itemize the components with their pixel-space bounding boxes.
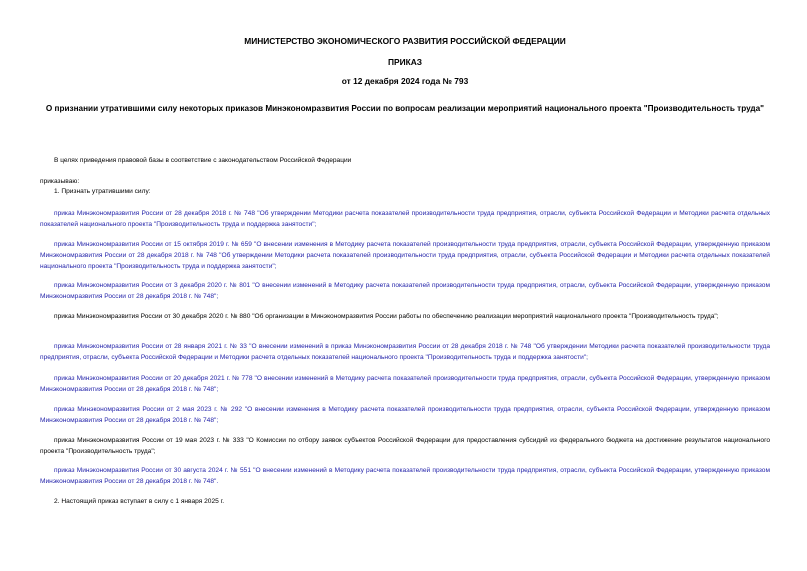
document-title: О признании утратившими силу некоторых приказов Минэкономразвития России по вопросам реализации мероприятий национального проекта "Производительность труда" xyxy=(45,104,765,113)
order-word: приказываю: xyxy=(40,178,80,185)
preamble-paragraph: В целях приведения правовой базы в соответствие с законодательством Российской Федерации xyxy=(54,157,352,164)
order-333-paragraph: приказ Минэкономразвития России от 19 мая 2023 г. № 333 "О Комиссии по отбору заявок субъектов Российской Федерации для предоставления субсидий из федерального бюджета на достижение результатов национального проекта "Производительность труда"; xyxy=(40,437,770,455)
order-link-33[interactable]: приказ Минэкономразвития России от 28 января 2021 г. № 33 "О внесении изменений в приказ Минэкономразвития России от 28 декабря 2018 г. № 748 "Об утверждении Методики расчета показателей производительности труда предприятия, отрасли, субъекта Российской Федерации и Методики расчета отдельных показателей национального проекта "Производительность труда и поддержка занятости"; xyxy=(40,343,770,361)
ministry-heading: МИНИСТЕРСТВО ЭКОНОМИЧЕСКОГО РАЗВИТИЯ РОССИЙСКОЙ ФЕДЕРАЦИИ xyxy=(244,36,566,46)
order-link-801[interactable]: приказ Минэкономразвития России от 3 декабря 2020 г. № 801 "О внесении изменений в Методику расчета показателей производительности труда предприятия, отрасли, субъекта Российской Федерации, утвержденную приказом Минэкономразвития России от 28 декабря 2018 г. № 748"; xyxy=(40,282,770,300)
order-link-551[interactable]: приказ Минэкономразвития России от 30 августа 2024 г. № 551 "О внесении изменений в Методику расчета показателей производительности труда предприятия, отрасли, субъекта Российской Федерации, утвержденную приказом Минэкономразвития России от 28 декабря 2018 г. № 748". xyxy=(40,467,770,485)
item-1-paragraph: 1. Признать утратившими силу: xyxy=(54,188,151,195)
order-link-748[interactable]: приказ Минэкономразвития России от 28 декабря 2018 г. № 748 "Об утверждении Методики расчета показателей производительности труда предприятия, отрасли, субъекта Российской Федерации и Методики расчета отдельных показателей национального проекта "Производительность труда и поддержка занятости"; xyxy=(40,210,770,228)
doc-type-heading: ПРИКАЗ xyxy=(387,57,423,67)
item-2-paragraph: 2. Настоящий приказ вступает в силу с 1 января 2025 г. xyxy=(54,498,225,505)
order-link-659[interactable]: приказ Минэкономразвития России от 15 октября 2019 г. № 659 "О внесении изменения в Методику расчета показателей производительности труда предприятия, отрасли, субъекта Российской Федерации, утвержденную приказом Минэкономразвития России от 28 декабря 2018 г. № 748 "Об утверждении Методики расчета показателей производительности труда предприятия, отрасли, субъекта Российской Федерации и Методики расчета отдельных показателей национального проекта "Производительность труда и поддержка занятости"; xyxy=(40,241,770,270)
order-link-778[interactable]: приказ Минэкономразвития России от 20 декабря 2021 г. № 778 "О внесении изменений в Методику расчета показателей производительности труда предприятия, отрасли, субъекта Российской Федерации, утвержденную приказом Минэкономразвития России от 28 декабря 2018 г. № 748"; xyxy=(40,375,770,393)
order-880-paragraph: приказ Минэкономразвития России от 30 декабря 2020 г. № 880 "Об организации в Минэкономразвития России работы по обеспечению реализации мероприятий национального проекта "Производительность труда"; xyxy=(54,313,719,320)
order-link-292[interactable]: приказ Минэкономразвития России от 2 мая 2023 г. № 292 "О внесении изменения в Методику расчета показателей производительности труда предприятия, отрасли, субъекта Российской Федерации, утвержденную приказом Минэкономразвития России от 28 декабря 2018 г. № 748"; xyxy=(40,406,770,424)
date-number-heading: от 12 декабря 2024 года № 793 xyxy=(341,76,469,86)
